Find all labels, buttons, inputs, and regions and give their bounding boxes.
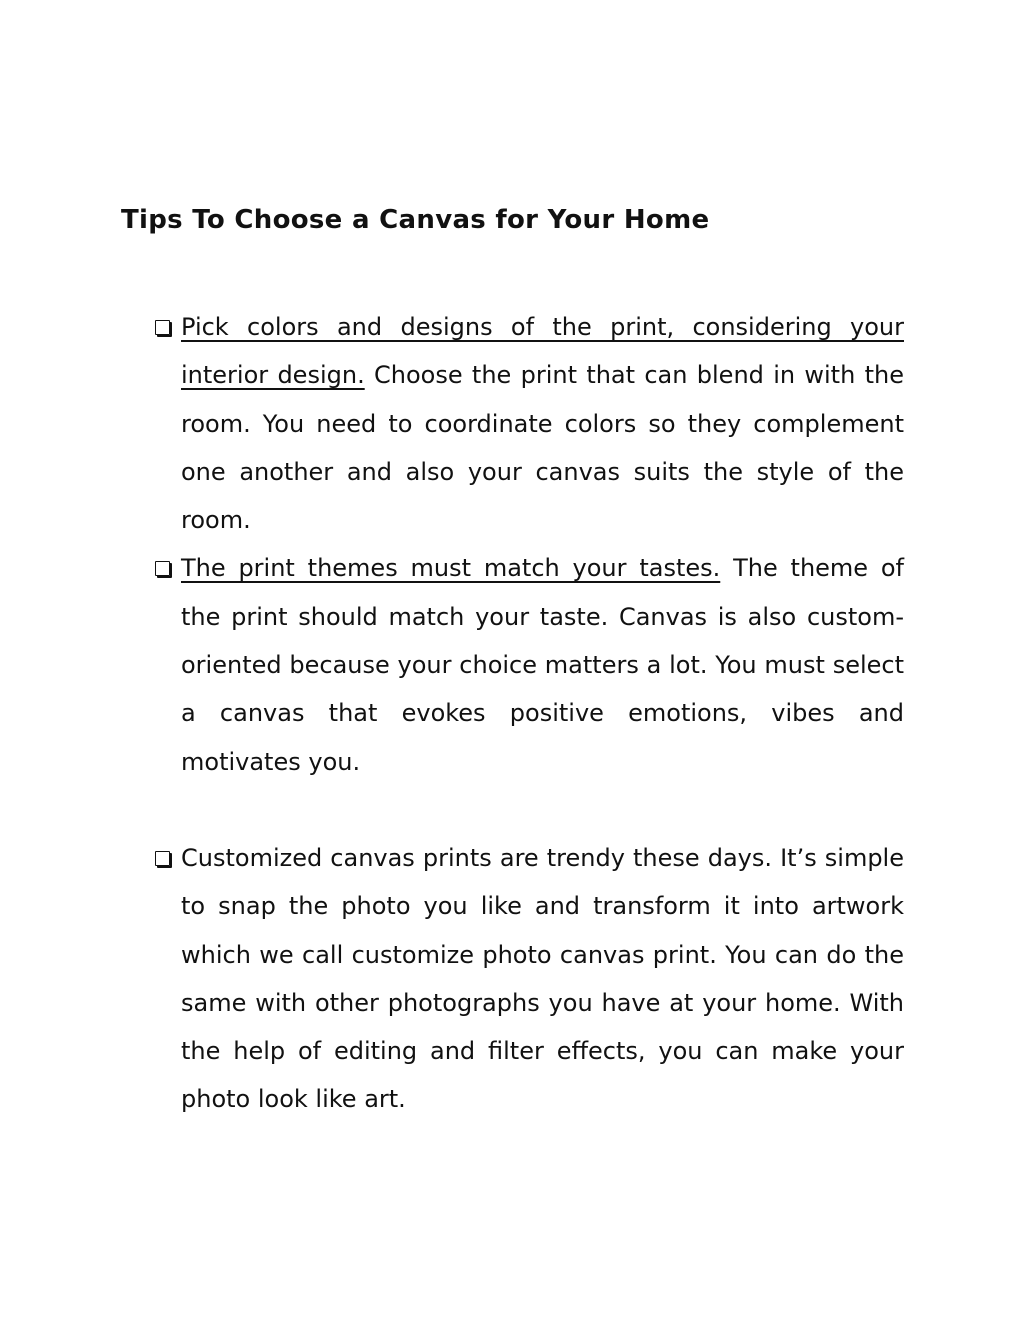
tip-body: The theme of the print should match your taste. Canvas is also custom-oriented because your choice matters a lot. You must select a canvas that evokes positive emotions, vibes and motivates you. (181, 554, 905, 776)
tip-item-customized-prints (150, 834, 904, 1124)
page-title: Tips To Choose a Canvas for Your Home (121, 205, 710, 235)
tip-heading: Pick colors and designs of the print, considering your interior design. (181, 313, 904, 390)
checkbox-bullet-icon (155, 851, 170, 866)
checkbox-bullet-icon (155, 320, 170, 335)
tips-list-continued (150, 834, 904, 1124)
tip-body: Customized canvas prints are trendy these days. It’s simple to snap the photo you like and transform it into artwork which we call customize photo canvas print. You can do the same with other photographs you have at your home. With the help of editing and filter effects, you can make your photo look like art. (181, 844, 904, 1114)
tip-body: Choose the print that can blend in with the room. You need to coordinate colors so they complement one another and also your canvas suits the style of the room. (181, 361, 904, 535)
tip-item-print-themes (150, 544, 904, 785)
tip-item-interior-design (150, 303, 904, 544)
tips-list (150, 303, 904, 786)
tip-heading: The print themes must match your tastes. (181, 554, 721, 583)
checkbox-bullet-icon (155, 561, 170, 576)
